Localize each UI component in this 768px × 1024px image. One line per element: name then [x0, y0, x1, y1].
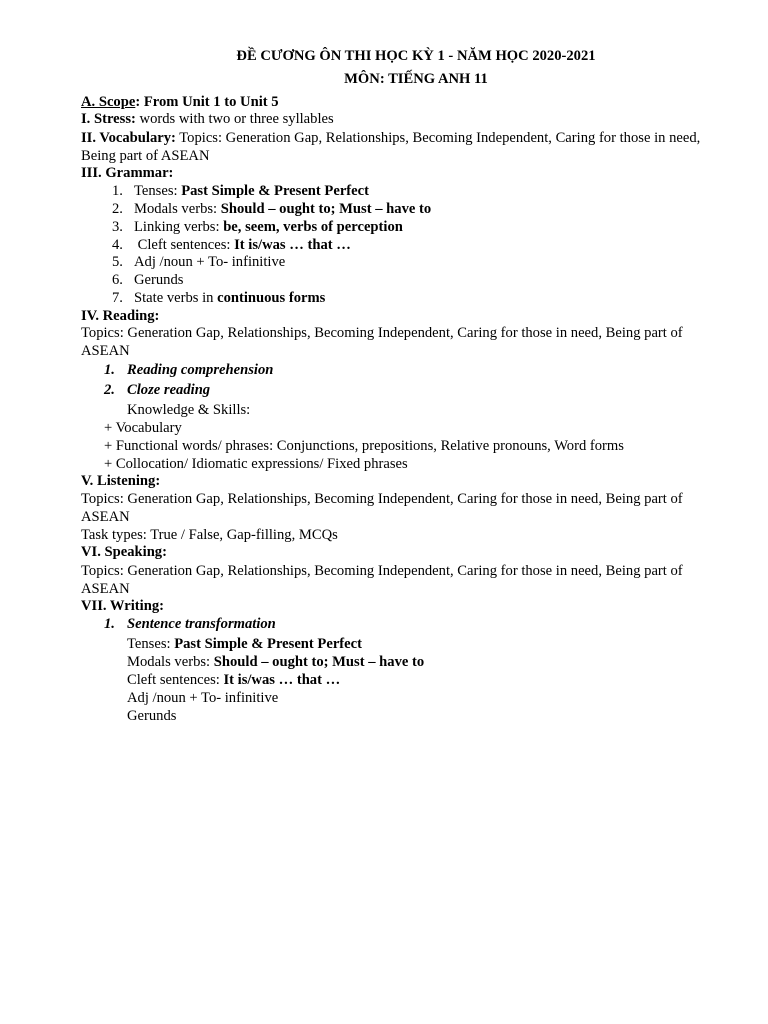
writing-sub-item: [127, 689, 278, 707]
item-text: Linking verbs:: [134, 219, 224, 235]
item-text: Reading comprehension: [127, 362, 274, 378]
reading-item: [104, 381, 210, 399]
item-bold: be, seem, verbs of perception: [223, 219, 403, 235]
item-bold: Past Simple & Present Perfect: [174, 636, 362, 652]
vocabulary-label: II. Vocabulary:: [81, 130, 176, 146]
item-text: State verbs in: [134, 290, 218, 306]
item-text: Adj /noun + To- infinitive: [134, 254, 286, 270]
item-text: Gerunds: [134, 272, 184, 288]
item-number: 2.: [112, 201, 123, 217]
reading-topics: Topics: Generation Gap, Relationships, Becoming Independent, Caring for those in need, Being part of ASEAN: [81, 325, 683, 359]
item-text: Tenses:: [134, 183, 182, 199]
page-title: ĐỀ CƯƠNG ÔN THI HỌC KỲ 1 - NĂM HỌC 2020-2021: [236, 48, 596, 64]
writing-sub-item: [127, 707, 176, 725]
item-text: Adj /noun + To- infinitive: [127, 690, 279, 706]
reading-bullet: + Collocation/ Idiomatic expressions/ Fixed phrases: [104, 456, 408, 472]
grammar-item: [112, 271, 183, 289]
item-bold: continuous forms: [217, 290, 326, 306]
item-text: Cleft sentences:: [134, 237, 235, 253]
item-bold: Should – ought to; Must – have to: [213, 654, 425, 670]
item-text: Modals verbs:: [127, 654, 214, 670]
grammar-item: [112, 236, 351, 254]
item-text: Modals verbs:: [134, 201, 221, 217]
scope-line: [81, 93, 279, 111]
knowledge-skills-label: Knowledge & Skills:: [127, 402, 251, 418]
item-text: Cleft sentences:: [127, 672, 224, 688]
writing-sub-item: [127, 671, 340, 689]
item-number: 3.: [112, 219, 123, 235]
speaking-heading: VI. Speaking:: [81, 544, 167, 560]
grammar-item: [112, 289, 325, 307]
item-text: Gerunds: [127, 708, 177, 724]
writing-heading: VII. Writing:: [81, 598, 164, 614]
item-number: 2.: [104, 382, 115, 398]
scope-value: : From Unit 1 to Unit 5: [135, 94, 279, 110]
vocabulary-paragraph: [81, 129, 706, 165]
writing-sub-item: [127, 653, 424, 671]
reading-item: [104, 361, 273, 379]
item-bold: Should – ought to; Must – have to: [220, 201, 432, 217]
grammar-heading: III. Grammar:: [81, 165, 174, 181]
listening-task-types: Task types: True / False, Gap-filling, MCQs: [81, 527, 338, 543]
item-number: 1.: [104, 362, 115, 378]
reading-bullet: + Vocabulary: [104, 420, 182, 436]
page-subtitle: MÔN: TIẾNG ANH 11: [344, 71, 488, 87]
speaking-topics: Topics: Generation Gap, Relationships, Becoming Independent, Caring for those in need, Being part of ASEAN: [81, 563, 683, 597]
vocabulary-text: Topics: Generation Gap, Relationships, Becoming Independent, Caring for those in need, Being part of ASEAN: [81, 130, 701, 164]
grammar-item: [112, 218, 403, 236]
grammar-item: [112, 200, 431, 218]
writing-item: [104, 615, 276, 633]
item-text: Tenses:: [127, 636, 175, 652]
stress-line: [81, 110, 334, 128]
listening-topics: Topics: Generation Gap, Relationships, Becoming Independent, Caring for those in need, Being part of ASEAN: [81, 491, 683, 525]
item-text: Cloze reading: [127, 382, 211, 398]
item-number: 7.: [112, 290, 123, 306]
reading-heading: IV. Reading:: [81, 308, 160, 324]
stress-text: words with two or three syllables: [135, 111, 334, 127]
item-number: 5.: [112, 254, 123, 270]
item-text: Sentence transformation: [127, 616, 276, 632]
item-bold: It is/was … that …: [223, 672, 341, 688]
item-bold: Past Simple & Present Perfect: [181, 183, 369, 199]
writing-sub-item: [127, 635, 362, 653]
item-bold: It is/was … that …: [234, 237, 351, 253]
scope-label: A. Scope: [81, 94, 136, 110]
grammar-item: [112, 253, 285, 271]
item-number: 4.: [112, 237, 123, 253]
reading-bullet: + Functional words/ phrases: Conjunctions, prepositions, Relative pronouns, Word forms: [104, 438, 624, 454]
grammar-item: [112, 182, 369, 200]
item-number: 1.: [104, 616, 115, 632]
item-number: 1.: [112, 183, 123, 199]
stress-label: I. Stress:: [81, 111, 136, 127]
listening-heading: V. Listening:: [81, 473, 161, 489]
item-number: 6.: [112, 272, 123, 288]
